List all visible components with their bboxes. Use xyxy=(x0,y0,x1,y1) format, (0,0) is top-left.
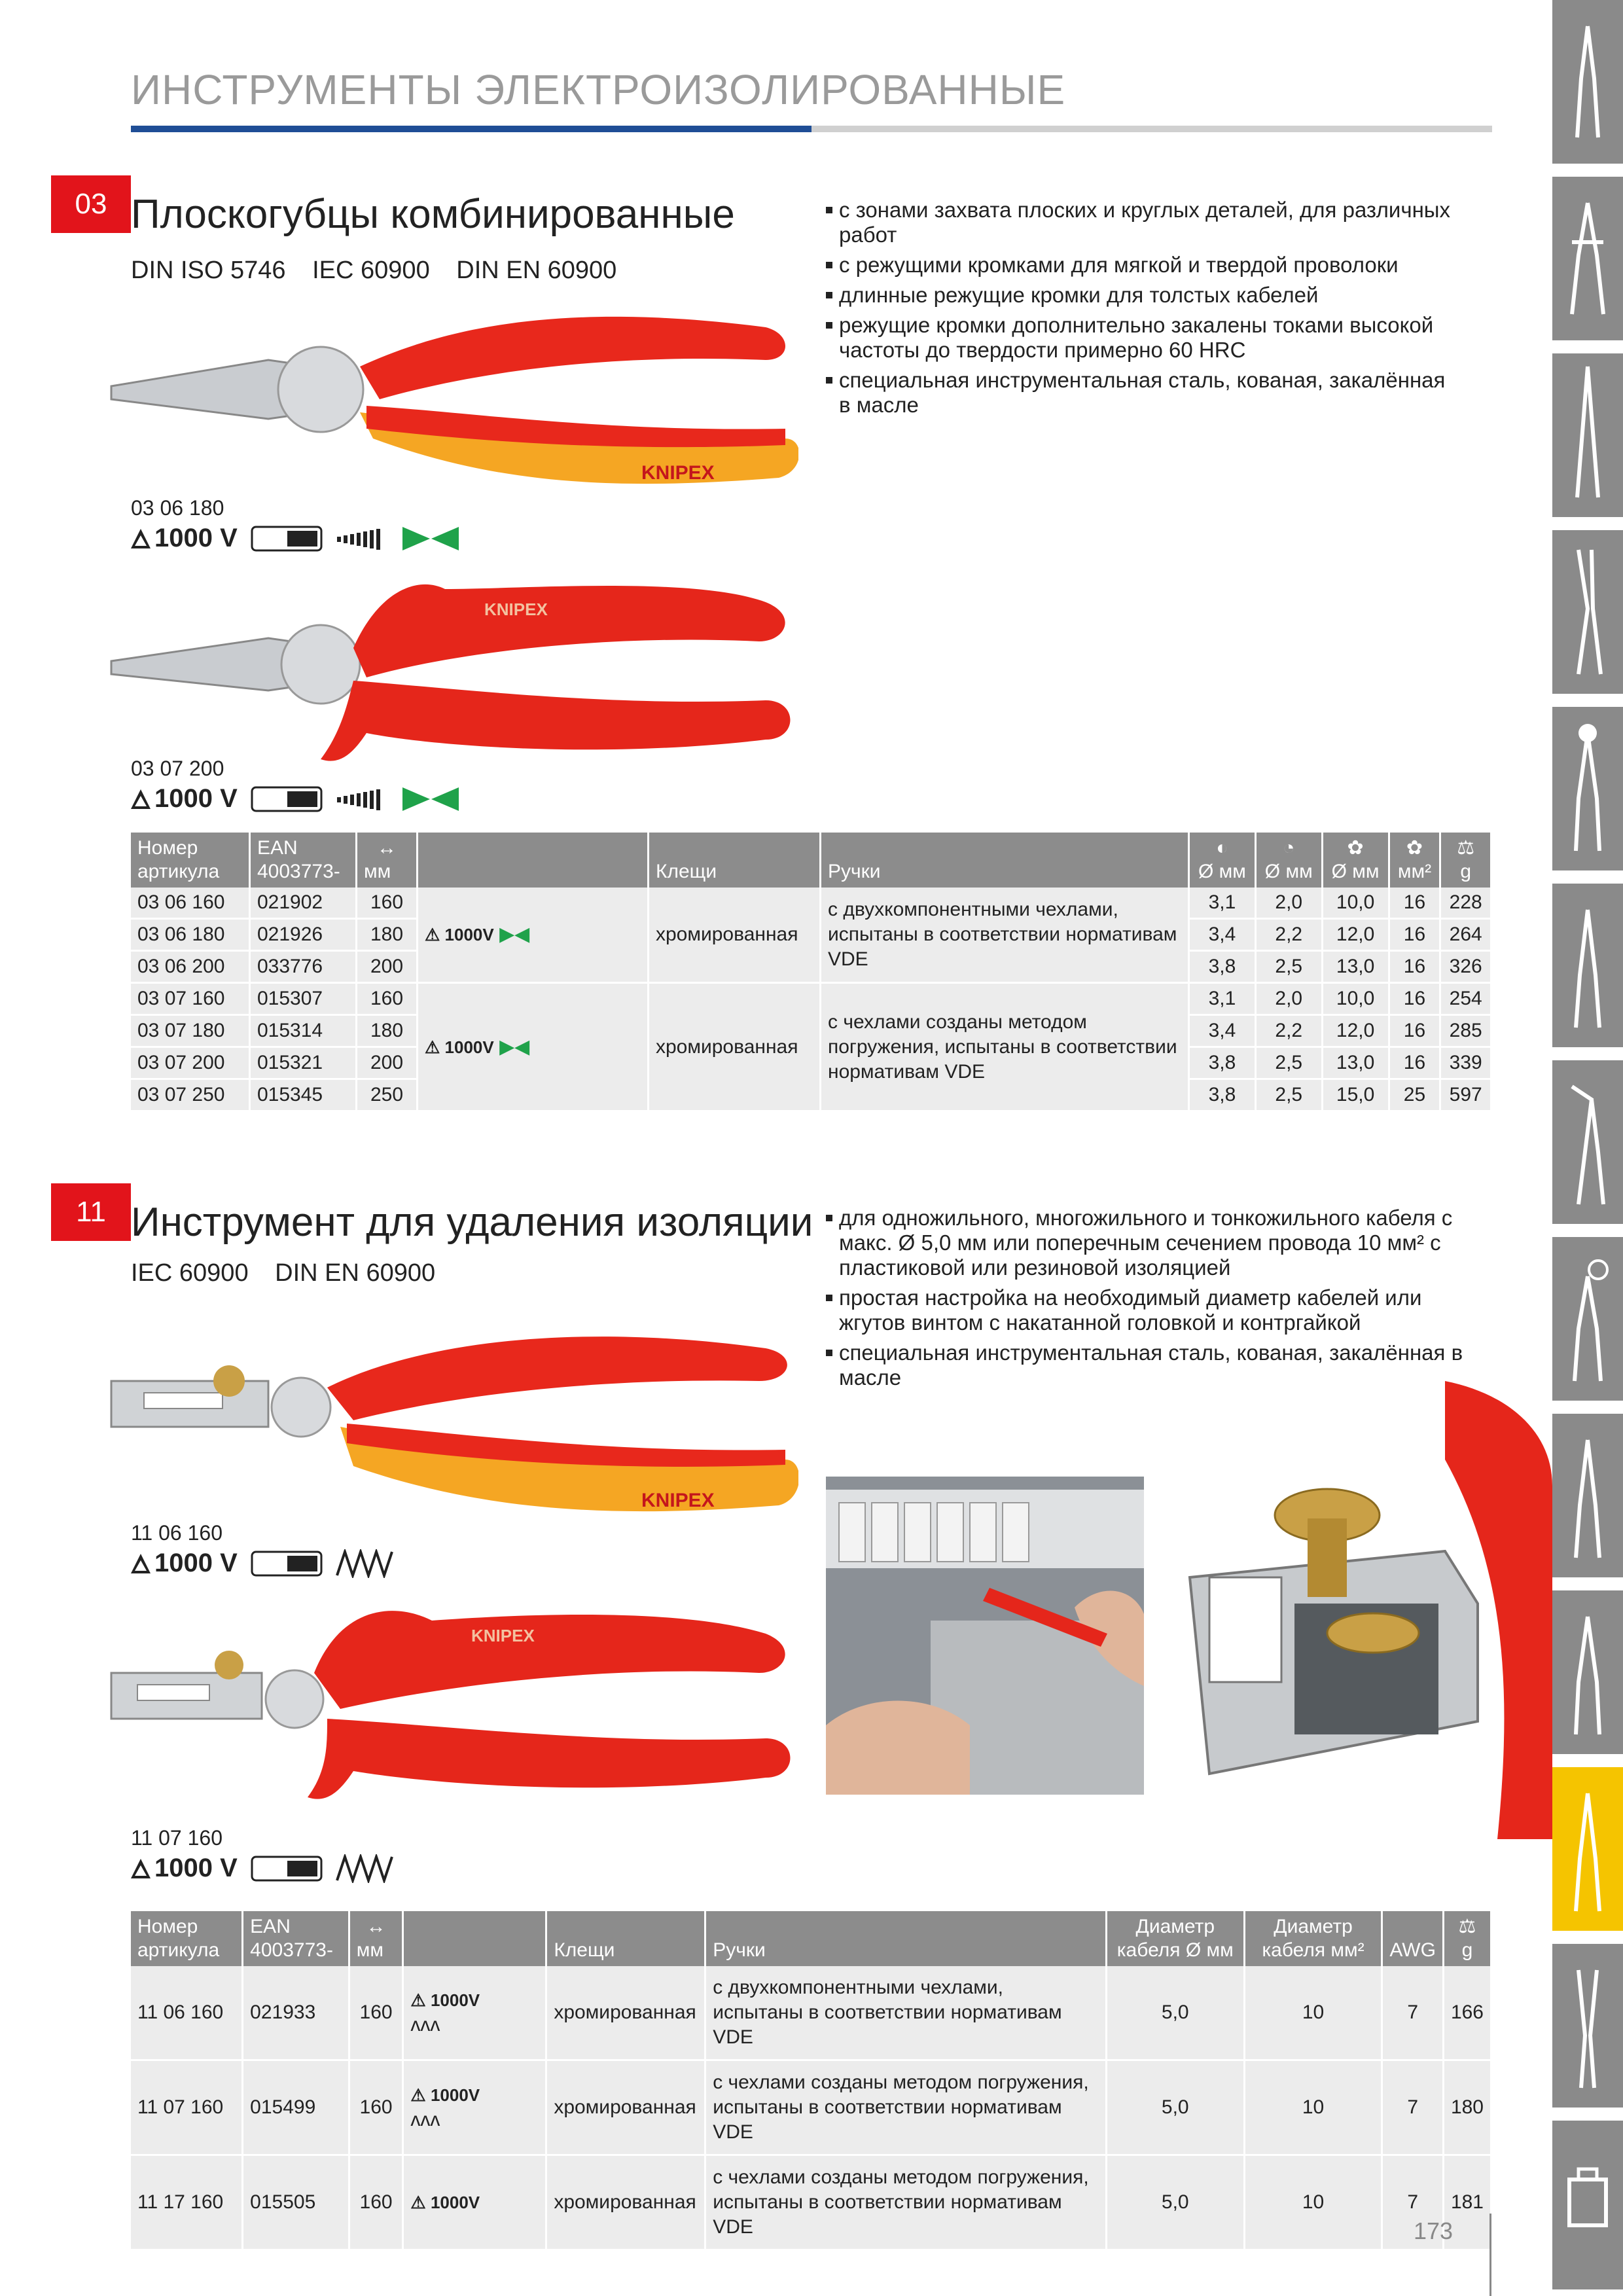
feature-item: длинные режущие кромки для толстых кабелей xyxy=(826,283,1493,308)
col-header-length: ↔ мм xyxy=(349,1911,403,1966)
cell-value: 15,0 xyxy=(1322,1079,1389,1111)
table-row xyxy=(131,1966,1491,2060)
cell-ean: 033776 xyxy=(250,951,357,983)
category-sidebar xyxy=(1552,0,1623,2296)
cell-value: 3,8 xyxy=(1189,951,1256,983)
col-header-soft-wire: ◐ Ø мм xyxy=(1189,833,1256,888)
cutting-range-icon xyxy=(336,528,388,550)
cell-handles: с двухкомпонентными чехлами, испытаны в соответствии нормативам VDE xyxy=(705,1966,1107,2060)
table-row xyxy=(131,888,1491,919)
cell-value: 326 xyxy=(1440,951,1491,983)
cell-pliers: хромированная xyxy=(649,983,821,1111)
pliers-icon xyxy=(1552,0,1623,164)
cell-value: 13,0 xyxy=(1322,951,1389,983)
table-row xyxy=(131,983,1491,1015)
insulation-icon xyxy=(130,788,152,810)
cell-value: 285 xyxy=(1440,1015,1491,1047)
cell-ean: 015321 xyxy=(250,1047,357,1079)
feature-item: специальная инструментальная сталь, кованая, закалённая в масле xyxy=(826,1340,1467,1390)
diagonal-cutter-icon xyxy=(1552,884,1623,1047)
sidebar-tab-diagonal-cutters[interactable] xyxy=(1552,884,1623,1054)
cell-article: 03 06 200 xyxy=(131,951,250,983)
section-title: Плоскогубцы комбинированные xyxy=(131,192,735,237)
cell-value: 2,5 xyxy=(1255,1047,1322,1079)
cell-length: 160 xyxy=(349,2155,403,2250)
cell-icons: ⚠ 1000V ᴧᴧᴧ xyxy=(403,2060,546,2155)
cell-article: 03 06 180 xyxy=(131,919,250,951)
insulation-icon xyxy=(130,1857,152,1880)
cell-value: 16 xyxy=(1389,951,1440,983)
tool-case-icon xyxy=(1552,2121,1623,2284)
closeup-photo xyxy=(1170,1381,1552,1839)
cell-value: 16 xyxy=(1389,888,1440,919)
cell-value: 181 xyxy=(1443,2155,1491,2250)
vde-gs-icon xyxy=(251,1854,323,1883)
col-header: Клещи xyxy=(649,833,821,888)
cell-handles: с двухкомпонентными чехлами, испытаны в соответствии нормативам VDE xyxy=(821,888,1189,983)
cell-value: 3,8 xyxy=(1189,1079,1256,1111)
cell-value: 13,0 xyxy=(1322,1047,1389,1079)
sidebar-tab-tool-cases[interactable] xyxy=(1552,2121,1623,2296)
cell-article: 11 07 160 xyxy=(131,2060,243,2155)
cell-value: 339 xyxy=(1440,1047,1491,1079)
col-header-length: ↔ мм xyxy=(357,833,418,888)
sidebar-tab-pipe-wrench[interactable] xyxy=(1552,1060,1623,1230)
standard-label: IEC 60900 xyxy=(312,257,430,284)
strand-wire-icon xyxy=(336,1854,395,1883)
product-code: 03 06 180 xyxy=(131,496,224,520)
col-header xyxy=(418,833,649,888)
cell-value: 16 xyxy=(1389,1047,1440,1079)
cell-value: 2,2 xyxy=(1255,919,1322,951)
cell-article: 03 06 160 xyxy=(131,888,250,919)
cell-ean: 021902 xyxy=(250,888,357,919)
cell-icons: ⚠ 1000V ▶◀ xyxy=(418,888,649,983)
voltage-rating xyxy=(130,524,238,553)
col-header: Номер артикула xyxy=(131,1911,243,1966)
standard-label: DIN ISO 5746 xyxy=(131,257,286,284)
cell-length: 180 xyxy=(357,1015,418,1047)
crimping-pliers-icon xyxy=(1552,1414,1623,1577)
cell-value: 10 xyxy=(1244,2155,1382,2250)
header-rule-accent xyxy=(131,126,812,132)
cell-length: 160 xyxy=(357,888,418,919)
product-image-pliers xyxy=(105,563,798,772)
feature-item: с режущими кромками для мягкой и твердой проволоки xyxy=(826,253,1493,278)
feature-item: простая настройка на необходимый диаметр кабелей или жгутов винтом с накатанной головкой и контргайкой xyxy=(826,1285,1467,1335)
sidebar-tab-insulated-tools[interactable] xyxy=(1552,1767,1623,1937)
col-header: AWG xyxy=(1382,1911,1444,1966)
cell-value: 3,8 xyxy=(1189,1047,1256,1079)
voltage-value: 1000 V xyxy=(154,1549,238,1577)
col-header-weight: ⚖ g xyxy=(1440,833,1491,888)
table-row xyxy=(131,2155,1491,2250)
cell-value: 25 xyxy=(1389,1079,1440,1111)
cell-ean: 015314 xyxy=(250,1015,357,1047)
grip-zone-icon xyxy=(401,785,460,814)
product-image-stripper xyxy=(105,1594,798,1810)
product-code: 03 07 200 xyxy=(131,757,224,780)
sidebar-tab-punch-pliers[interactable] xyxy=(1552,1237,1623,1407)
col-header xyxy=(403,1911,546,1966)
product-icon-row xyxy=(130,524,460,553)
cell-value: 16 xyxy=(1389,983,1440,1015)
cell-value: 10,0 xyxy=(1322,983,1389,1015)
cell-pliers: хромированная xyxy=(546,2155,705,2250)
standard-label: IEC 60900 xyxy=(131,1259,249,1287)
col-header-cable: ✿ Ø мм xyxy=(1322,833,1389,888)
col-header: Диаметр кабеля мм² xyxy=(1244,1911,1382,1966)
section-standards xyxy=(131,257,636,285)
cell-length: 160 xyxy=(349,1966,403,2060)
table-header-row xyxy=(131,1911,1491,1966)
cell-value: 12,0 xyxy=(1322,1015,1389,1047)
page-number: 173 xyxy=(1414,2217,1454,2244)
feature-list xyxy=(826,1206,1480,1395)
cell-length: 180 xyxy=(357,919,418,951)
feature-item: режущие кромки дополнительно закалены токами высокой частоты до твердости примерно 60 HRC xyxy=(826,313,1448,363)
product-image-pliers xyxy=(105,288,798,497)
sidebar-tab-bent-nose[interactable] xyxy=(1552,530,1623,700)
table-row xyxy=(131,2060,1491,2155)
page-header-title: ИНСТРУМЕНТЫ ЭЛЕКТРОИЗОЛИРОВАННЫЕ xyxy=(131,66,1066,113)
cell-article: 03 07 180 xyxy=(131,1015,250,1047)
col-header-cable-area: ✿ мм² xyxy=(1389,833,1440,888)
cell-value: 2,5 xyxy=(1255,951,1322,983)
brand-logo: KNIPEX xyxy=(484,600,548,619)
cell-value: 7 xyxy=(1382,1966,1444,2060)
strand-wire-icon xyxy=(336,1549,395,1578)
cell-icons: ⚠ 1000V ᴧᴧᴧ xyxy=(403,1966,546,2060)
product-icon-row xyxy=(130,784,460,814)
cell-value: 5,0 xyxy=(1106,2060,1244,2155)
voltage-rating xyxy=(130,1549,238,1578)
voltage-value: 1000 V xyxy=(154,1854,238,1882)
table-header-row xyxy=(131,833,1491,888)
feature-item: с зонами захвата плоских и круглых деталей, для различных работ xyxy=(826,198,1493,247)
cell-handles: с чехлами созданы методом погружения, испытаны в соответствии нормативам VDE xyxy=(705,2155,1107,2250)
feature-item: для одножильного, многожильного и тонкожильного кабеля с макс. Ø 5,0 мм или поперечным сечением провода 10 мм² с пластиковой или резиновой изоляцией xyxy=(826,1206,1467,1280)
section-title: Инструмент для удаления изоляции xyxy=(131,1200,813,1245)
long-nose-pliers-icon xyxy=(1552,353,1623,517)
insulation-icon xyxy=(130,1552,152,1575)
section-standards xyxy=(131,1259,455,1287)
cell-value: 5,0 xyxy=(1106,1966,1244,2060)
product-code: 11 07 160 xyxy=(131,1826,223,1850)
col-header-hard-wire: ◔ Ø мм xyxy=(1255,833,1322,888)
cell-value: 180 xyxy=(1443,2060,1491,2155)
cell-value: 597 xyxy=(1440,1079,1491,1111)
col-header: EAN 4003773- xyxy=(250,833,357,888)
brand-logo: KNIPEX xyxy=(641,1490,715,1511)
sidebar-tab-long-nose[interactable] xyxy=(1552,353,1623,524)
sidebar-tab-strippers[interactable] xyxy=(1552,177,1623,347)
section-number-badge: 03 xyxy=(51,175,131,233)
cell-value: 2,0 xyxy=(1255,888,1322,919)
cell-ean: 021926 xyxy=(250,919,357,951)
cell-icons: ⚠ 1000V xyxy=(403,2155,546,2250)
cell-length: 160 xyxy=(349,2060,403,2155)
cell-value: 10 xyxy=(1244,2060,1382,2155)
cell-value: 264 xyxy=(1440,919,1491,951)
col-header: Номер артикула xyxy=(131,833,250,888)
cell-handles: с чехлами созданы методом погружения, испытаны в соответствии нормативам VDE xyxy=(705,2060,1107,2155)
sidebar-tab-crimping[interactable] xyxy=(1552,1414,1623,1584)
sidebar-tab-end-cutters[interactable] xyxy=(1552,707,1623,877)
col-header: Клещи xyxy=(546,1911,705,1966)
sidebar-tab-pliers[interactable] xyxy=(1552,0,1623,170)
cutting-range-icon xyxy=(336,788,388,810)
cell-value: 7 xyxy=(1382,2060,1444,2155)
cell-value: 10,0 xyxy=(1322,888,1389,919)
cell-value: 3,4 xyxy=(1189,1015,1256,1047)
col-header: Ручки xyxy=(705,1911,1107,1966)
section-number-badge: 11 xyxy=(51,1183,131,1241)
product-icon-row xyxy=(130,1549,395,1578)
punch-pliers-icon xyxy=(1552,1237,1623,1401)
product-image-stripper xyxy=(105,1316,798,1532)
col-header: EAN 4003773- xyxy=(243,1911,349,1966)
cell-article: 03 07 200 xyxy=(131,1047,250,1079)
cell-ean: 015345 xyxy=(250,1079,357,1111)
sidebar-tab-cable-shears[interactable] xyxy=(1552,1590,1623,1761)
stripper-spec-table xyxy=(131,1911,1492,2251)
cell-value: 3,1 xyxy=(1189,983,1256,1015)
feature-list xyxy=(826,198,1493,423)
col-header-weight: ⚖ g xyxy=(1443,1911,1491,1966)
wire-tool-icon xyxy=(1552,1944,1623,2108)
cell-length: 200 xyxy=(357,1047,418,1079)
sidebar-tab-wire-tools[interactable] xyxy=(1552,1944,1623,2114)
cell-value: 12,0 xyxy=(1322,919,1389,951)
stripper-icon xyxy=(1552,177,1623,340)
cell-pliers: хромированная xyxy=(546,1966,705,2060)
cell-value: 16 xyxy=(1389,1015,1440,1047)
cell-length: 250 xyxy=(357,1079,418,1111)
cell-value: 2,0 xyxy=(1255,983,1322,1015)
cell-ean: 021933 xyxy=(243,1966,349,2060)
vde-gs-icon xyxy=(251,785,323,814)
brand-logo: KNIPEX xyxy=(641,462,715,484)
cell-value: 3,1 xyxy=(1189,888,1256,919)
voltage-value: 1000 V xyxy=(154,524,238,552)
cell-value: 2,2 xyxy=(1255,1015,1322,1047)
cell-ean: 015505 xyxy=(243,2155,349,2250)
cell-ean: 015307 xyxy=(250,983,357,1015)
voltage-value: 1000 V xyxy=(154,784,238,813)
cell-handles: с чехлами созданы методом погружения, испытаны в соответствии нормативам VDE xyxy=(821,983,1189,1111)
insulated-pliers-icon xyxy=(1552,1767,1623,1931)
cell-length: 200 xyxy=(357,951,418,983)
cell-value: 228 xyxy=(1440,888,1491,919)
product-icon-row xyxy=(130,1854,395,1883)
cell-value: 2,5 xyxy=(1255,1079,1322,1111)
feature-item: специальная инструментальная сталь, кованая, закалённая в масле xyxy=(826,368,1448,418)
col-header: Диаметр кабеля Ø мм xyxy=(1106,1911,1244,1966)
cable-shears-icon xyxy=(1552,1590,1623,1754)
voltage-rating xyxy=(130,1854,238,1883)
pipe-wrench-icon xyxy=(1552,1060,1623,1224)
cell-article: 03 07 160 xyxy=(131,983,250,1015)
cell-ean: 015499 xyxy=(243,2060,349,2155)
cell-pliers: хромированная xyxy=(649,888,821,983)
application-photo xyxy=(826,1477,1144,1795)
cell-length: 160 xyxy=(357,983,418,1015)
cell-article: 03 07 250 xyxy=(131,1079,250,1111)
cell-value: 166 xyxy=(1443,1966,1491,2060)
cell-value: 3,4 xyxy=(1189,919,1256,951)
cell-value: 16 xyxy=(1389,919,1440,951)
cell-article: 11 06 160 xyxy=(131,1966,243,2060)
product-code: 11 06 160 xyxy=(131,1521,223,1545)
standard-label: DIN EN 60900 xyxy=(275,1259,436,1287)
cell-value: 10 xyxy=(1244,1966,1382,2060)
insulation-icon xyxy=(130,528,152,550)
cell-pliers: хромированная xyxy=(546,2060,705,2155)
bent-nose-pliers-icon xyxy=(1552,530,1623,694)
cell-value: 7 xyxy=(1382,2155,1444,2250)
cell-icons: ⚠ 1000V ▶◀ xyxy=(418,983,649,1111)
page-number-rule xyxy=(1489,2214,1491,2296)
cell-value: 5,0 xyxy=(1106,2155,1244,2250)
voltage-rating xyxy=(130,784,238,814)
col-header: Ручки xyxy=(821,833,1189,888)
standard-label: DIN EN 60900 xyxy=(456,257,617,284)
pliers-spec-table xyxy=(131,833,1492,1112)
cell-article: 11 17 160 xyxy=(131,2155,243,2250)
vde-gs-icon xyxy=(251,524,323,553)
cell-value: 254 xyxy=(1440,983,1491,1015)
grip-zone-icon xyxy=(401,524,460,553)
vde-gs-icon xyxy=(251,1549,323,1578)
end-cutter-icon xyxy=(1552,707,1623,870)
brand-logo: KNIPEX xyxy=(471,1626,535,1645)
